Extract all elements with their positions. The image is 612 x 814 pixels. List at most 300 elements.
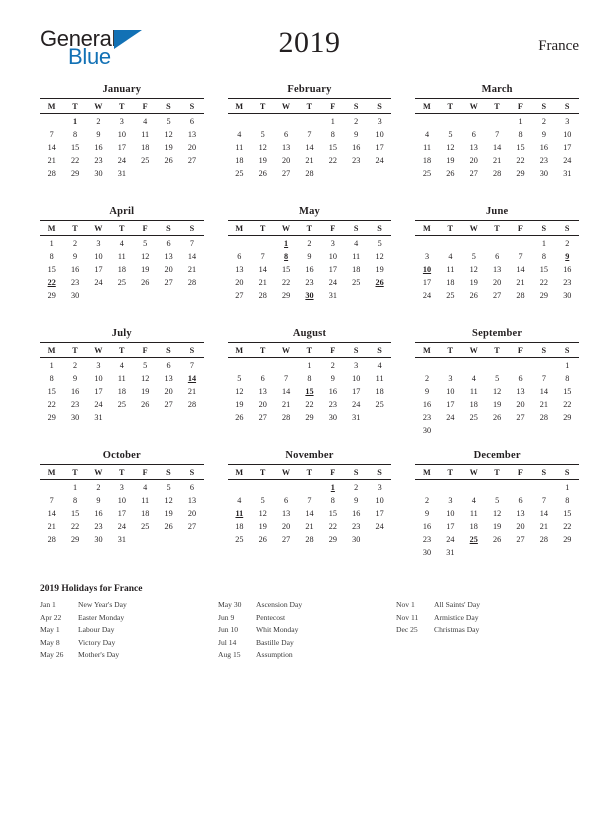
day-cell[interactable]: 4: [143, 482, 148, 492]
day-cell[interactable]: 26: [164, 155, 173, 165]
day-cell[interactable]: 2: [96, 482, 101, 492]
day-cell[interactable]: 14: [282, 386, 291, 396]
day-cell[interactable]: 19: [164, 142, 173, 152]
day-cell[interactable]: 27: [187, 155, 197, 165]
day-cell[interactable]: 12: [446, 142, 455, 152]
day-cell[interactable]: 1: [49, 360, 54, 370]
day-cell[interactable]: 13: [516, 386, 525, 396]
day-cell[interactable]: 2: [565, 238, 570, 248]
day-cell[interactable]: 3: [96, 360, 101, 370]
day-cell[interactable]: 20: [282, 521, 291, 531]
day-cell[interactable]: 24: [375, 521, 384, 531]
day-cell[interactable]: 19: [141, 386, 150, 396]
day-cell[interactable]: 6: [284, 495, 289, 505]
day-cell[interactable]: 5: [495, 495, 500, 505]
day-cell[interactable]: 21: [258, 277, 267, 287]
day-cell[interactable]: 20: [258, 399, 267, 409]
day-cell-holiday[interactable]: 30: [305, 290, 314, 300]
day-cell[interactable]: 10: [446, 386, 455, 396]
day-cell[interactable]: 13: [187, 129, 197, 139]
day-cell[interactable]: 6: [518, 373, 523, 383]
day-cell[interactable]: 6: [495, 251, 500, 261]
day-cell[interactable]: 7: [495, 129, 500, 139]
day-cell[interactable]: 29: [47, 290, 56, 300]
day-cell[interactable]: 26: [141, 399, 150, 409]
day-cell[interactable]: 14: [539, 508, 548, 518]
day-cell[interactable]: 29: [47, 412, 56, 422]
day-cell[interactable]: 31: [446, 547, 455, 557]
day-cell[interactable]: 13: [493, 264, 502, 274]
day-cell[interactable]: 25: [235, 168, 244, 178]
day-cell[interactable]: 23: [70, 399, 80, 409]
day-cell[interactable]: 17: [94, 264, 103, 274]
day-cell[interactable]: 23: [305, 277, 314, 287]
day-cell[interactable]: 2: [424, 495, 430, 505]
day-cell[interactable]: 7: [284, 373, 289, 383]
day-cell[interactable]: 26: [258, 534, 267, 544]
day-cell[interactable]: 13: [469, 142, 478, 152]
day-cell[interactable]: 21: [47, 155, 56, 165]
day-cell[interactable]: 8: [73, 495, 78, 505]
day-cell[interactable]: 11: [469, 508, 478, 518]
day-cell[interactable]: 1: [330, 116, 335, 126]
day-cell[interactable]: 2: [96, 116, 101, 126]
day-cell[interactable]: 3: [448, 495, 453, 505]
day-cell[interactable]: 25: [141, 521, 150, 531]
day-cell[interactable]: 19: [258, 155, 267, 165]
day-cell[interactable]: 2: [73, 238, 78, 248]
day-cell[interactable]: 25: [422, 168, 432, 178]
day-cell[interactable]: 22: [70, 521, 80, 531]
day-cell[interactable]: 10: [94, 373, 103, 383]
day-cell[interactable]: 21: [187, 386, 197, 396]
day-cell[interactable]: 6: [237, 251, 242, 261]
day-cell[interactable]: 28: [539, 534, 548, 544]
day-cell[interactable]: 26: [164, 521, 173, 531]
day-cell-holiday[interactable]: 25: [469, 534, 478, 544]
day-cell[interactable]: 17: [446, 399, 455, 409]
day-cell[interactable]: 26: [493, 412, 502, 422]
day-cell-holiday[interactable]: 9: [565, 251, 570, 261]
day-cell[interactable]: 9: [424, 386, 430, 396]
day-cell[interactable]: 12: [375, 251, 384, 261]
day-cell[interactable]: 10: [117, 129, 126, 139]
day-cell[interactable]: 21: [493, 155, 502, 165]
day-cell[interactable]: 11: [423, 142, 431, 152]
day-cell[interactable]: 11: [117, 251, 126, 261]
day-cell[interactable]: 22: [563, 399, 572, 409]
day-cell[interactable]: 18: [141, 508, 150, 518]
day-cell[interactable]: 5: [471, 251, 476, 261]
day-cell[interactable]: 28: [516, 290, 525, 300]
day-cell[interactable]: 31: [563, 168, 572, 178]
day-cell-holiday[interactable]: 11: [235, 508, 244, 518]
day-cell[interactable]: 6: [189, 482, 194, 492]
day-cell[interactable]: 25: [117, 277, 126, 287]
day-cell[interactable]: 21: [539, 399, 548, 409]
day-cell[interactable]: 17: [352, 386, 361, 396]
day-cell[interactable]: 5: [143, 238, 148, 248]
day-cell[interactable]: 17: [563, 142, 572, 152]
day-cell[interactable]: 24: [422, 290, 432, 300]
day-cell[interactable]: 29: [282, 290, 291, 300]
day-cell[interactable]: 20: [469, 155, 478, 165]
day-cell[interactable]: 3: [119, 116, 124, 126]
day-cell[interactable]: 1: [565, 360, 570, 370]
day-cell[interactable]: 27: [282, 168, 291, 178]
day-cell-holiday[interactable]: 10: [422, 264, 432, 274]
day-cell[interactable]: 23: [352, 521, 361, 531]
day-cell[interactable]: 29: [563, 412, 572, 422]
day-cell[interactable]: 3: [424, 251, 430, 261]
day-cell[interactable]: 28: [539, 412, 548, 422]
day-cell[interactable]: 1: [518, 116, 523, 126]
day-cell[interactable]: 27: [235, 290, 244, 300]
day-cell[interactable]: 18: [469, 521, 478, 531]
day-cell[interactable]: 10: [117, 495, 126, 505]
day-cell[interactable]: 23: [94, 521, 103, 531]
day-cell-holiday[interactable]: 8: [284, 251, 289, 261]
day-cell[interactable]: 19: [375, 264, 384, 274]
day-cell[interactable]: 1: [541, 238, 546, 248]
day-cell[interactable]: 27: [516, 534, 525, 544]
day-cell[interactable]: 28: [47, 534, 56, 544]
day-cell[interactable]: 10: [446, 508, 455, 518]
day-cell[interactable]: 16: [422, 399, 432, 409]
day-cell[interactable]: 26: [469, 290, 478, 300]
day-cell[interactable]: 12: [164, 129, 173, 139]
day-cell[interactable]: 11: [446, 264, 455, 274]
day-cell[interactable]: 9: [354, 495, 359, 505]
day-cell[interactable]: 23: [94, 155, 103, 165]
day-cell[interactable]: 21: [516, 277, 525, 287]
day-cell[interactable]: 30: [539, 168, 548, 178]
day-cell[interactable]: 7: [49, 495, 54, 505]
day-cell[interactable]: 30: [94, 168, 103, 178]
day-cell[interactable]: 28: [187, 399, 197, 409]
day-cell[interactable]: 27: [516, 412, 525, 422]
day-cell[interactable]: 20: [164, 386, 173, 396]
day-cell[interactable]: 12: [164, 495, 173, 505]
day-cell[interactable]: 25: [469, 412, 478, 422]
day-cell[interactable]: 3: [377, 482, 382, 492]
day-cell[interactable]: 20: [493, 277, 502, 287]
day-cell[interactable]: 25: [446, 290, 455, 300]
day-cell[interactable]: 30: [94, 534, 103, 544]
day-cell[interactable]: 12: [493, 386, 502, 396]
day-cell[interactable]: 21: [47, 521, 56, 531]
day-cell[interactable]: 16: [539, 142, 548, 152]
day-cell[interactable]: 24: [563, 155, 572, 165]
day-cell[interactable]: 1: [565, 482, 570, 492]
day-cell[interactable]: 15: [70, 508, 80, 518]
day-cell[interactable]: 15: [563, 386, 572, 396]
day-cell[interactable]: 14: [187, 251, 197, 261]
day-cell[interactable]: 9: [96, 495, 101, 505]
day-cell[interactable]: 24: [328, 277, 337, 287]
day-cell[interactable]: 11: [141, 129, 150, 139]
day-cell[interactable]: 23: [563, 277, 572, 287]
day-cell[interactable]: 23: [352, 155, 361, 165]
day-cell[interactable]: 8: [541, 251, 546, 261]
day-cell[interactable]: 19: [493, 521, 502, 531]
day-cell[interactable]: 24: [352, 399, 361, 409]
day-cell[interactable]: 23: [539, 155, 548, 165]
day-cell[interactable]: 23: [70, 277, 80, 287]
day-cell[interactable]: 25: [117, 399, 126, 409]
day-cell[interactable]: 4: [354, 238, 359, 248]
day-cell[interactable]: 22: [328, 155, 337, 165]
day-cell[interactable]: 20: [235, 277, 244, 287]
day-cell[interactable]: 8: [518, 129, 523, 139]
day-cell[interactable]: 15: [539, 264, 548, 274]
day-cell[interactable]: 28: [305, 168, 314, 178]
day-cell[interactable]: 2: [354, 116, 359, 126]
day-cell[interactable]: 30: [352, 534, 361, 544]
day-cell[interactable]: 14: [47, 142, 56, 152]
day-cell[interactable]: 5: [260, 129, 265, 139]
day-cell[interactable]: 31: [117, 534, 126, 544]
day-cell[interactable]: 27: [187, 521, 197, 531]
day-cell[interactable]: 24: [446, 412, 455, 422]
day-cell[interactable]: 2: [541, 116, 546, 126]
day-cell[interactable]: 22: [305, 399, 314, 409]
day-cell[interactable]: 13: [164, 373, 173, 383]
day-cell[interactable]: 15: [47, 264, 56, 274]
day-cell[interactable]: 30: [563, 290, 572, 300]
day-cell[interactable]: 18: [446, 277, 455, 287]
day-cell[interactable]: 16: [70, 264, 80, 274]
day-cell[interactable]: 26: [493, 534, 502, 544]
day-cell[interactable]: 7: [307, 129, 312, 139]
day-cell[interactable]: 4: [471, 373, 476, 383]
day-cell[interactable]: 9: [541, 129, 546, 139]
day-cell[interactable]: 15: [47, 386, 56, 396]
day-cell[interactable]: 14: [539, 386, 548, 396]
day-cell[interactable]: 8: [73, 129, 78, 139]
day-cell[interactable]: 2: [424, 373, 430, 383]
day-cell[interactable]: 2: [73, 360, 78, 370]
day-cell[interactable]: 19: [469, 277, 478, 287]
day-cell[interactable]: 22: [516, 155, 525, 165]
day-cell[interactable]: 8: [330, 129, 335, 139]
day-cell[interactable]: 4: [237, 129, 242, 139]
day-cell[interactable]: 19: [235, 399, 244, 409]
day-cell[interactable]: 4: [471, 495, 476, 505]
day-cell[interactable]: 7: [518, 251, 523, 261]
day-cell[interactable]: 10: [328, 251, 337, 261]
day-cell[interactable]: 19: [141, 264, 150, 274]
day-cell[interactable]: 20: [516, 399, 525, 409]
day-cell[interactable]: 23: [422, 534, 432, 544]
day-cell[interactable]: 10: [375, 495, 384, 505]
day-cell[interactable]: 2: [354, 482, 359, 492]
day-cell[interactable]: 7: [541, 373, 546, 383]
day-cell[interactable]: 22: [70, 155, 80, 165]
day-cell[interactable]: 3: [330, 238, 335, 248]
day-cell[interactable]: 13: [187, 495, 197, 505]
day-cell[interactable]: 16: [352, 142, 361, 152]
day-cell[interactable]: 1: [73, 482, 78, 492]
day-cell[interactable]: 21: [305, 155, 314, 165]
day-cell[interactable]: 8: [307, 373, 312, 383]
day-cell[interactable]: 4: [119, 238, 124, 248]
day-cell[interactable]: 7: [189, 360, 194, 370]
day-cell[interactable]: 27: [282, 534, 291, 544]
day-cell[interactable]: 5: [495, 373, 500, 383]
day-cell[interactable]: 16: [70, 386, 80, 396]
day-cell[interactable]: 16: [563, 264, 572, 274]
day-cell[interactable]: 7: [307, 495, 312, 505]
day-cell[interactable]: 18: [117, 264, 126, 274]
day-cell[interactable]: 25: [375, 399, 384, 409]
day-cell[interactable]: 29: [70, 534, 80, 544]
day-cell[interactable]: 28: [258, 290, 267, 300]
day-cell[interactable]: 11: [141, 495, 150, 505]
day-cell[interactable]: 11: [375, 373, 384, 383]
day-cell[interactable]: 28: [305, 534, 314, 544]
day-cell[interactable]: 4: [424, 129, 430, 139]
day-cell[interactable]: 27: [258, 412, 267, 422]
day-cell[interactable]: 6: [189, 116, 194, 126]
day-cell[interactable]: 6: [284, 129, 289, 139]
day-cell[interactable]: 28: [187, 277, 197, 287]
day-cell[interactable]: 2: [307, 238, 312, 248]
day-cell-holiday[interactable]: 1: [330, 482, 335, 492]
day-cell[interactable]: 24: [375, 155, 384, 165]
day-cell[interactable]: 8: [565, 495, 570, 505]
day-cell[interactable]: 9: [330, 373, 335, 383]
day-cell[interactable]: 16: [422, 521, 432, 531]
day-cell[interactable]: 11: [117, 373, 126, 383]
day-cell[interactable]: 5: [448, 129, 453, 139]
day-cell[interactable]: 31: [352, 412, 361, 422]
day-cell[interactable]: 30: [422, 425, 432, 435]
day-cell[interactable]: 8: [49, 251, 54, 261]
day-cell[interactable]: 22: [539, 277, 548, 287]
day-cell[interactable]: 20: [516, 521, 525, 531]
day-cell[interactable]: 27: [164, 399, 173, 409]
day-cell[interactable]: 11: [352, 251, 361, 261]
day-cell[interactable]: 19: [164, 508, 173, 518]
day-cell[interactable]: 28: [282, 412, 291, 422]
day-cell[interactable]: 5: [237, 373, 242, 383]
day-cell[interactable]: 29: [70, 168, 80, 178]
day-cell[interactable]: 17: [117, 508, 126, 518]
day-cell[interactable]: 9: [96, 129, 101, 139]
day-cell[interactable]: 27: [493, 290, 502, 300]
day-cell[interactable]: 4: [119, 360, 124, 370]
day-cell[interactable]: 2: [330, 360, 335, 370]
day-cell[interactable]: 18: [117, 386, 126, 396]
day-cell[interactable]: 21: [282, 399, 291, 409]
day-cell[interactable]: 11: [235, 142, 244, 152]
day-cell[interactable]: 22: [328, 521, 337, 531]
day-cell[interactable]: 3: [377, 116, 382, 126]
day-cell[interactable]: 13: [235, 264, 244, 274]
day-cell[interactable]: 5: [166, 116, 171, 126]
day-cell[interactable]: 8: [49, 373, 54, 383]
day-cell[interactable]: 24: [446, 534, 455, 544]
day-cell[interactable]: 5: [143, 360, 148, 370]
day-cell[interactable]: 20: [164, 264, 173, 274]
day-cell[interactable]: 21: [187, 264, 197, 274]
day-cell[interactable]: 9: [424, 508, 430, 518]
day-cell[interactable]: 4: [448, 251, 453, 261]
day-cell[interactable]: 22: [563, 521, 572, 531]
day-cell[interactable]: 15: [282, 264, 291, 274]
day-cell[interactable]: 13: [164, 251, 173, 261]
day-cell[interactable]: 4: [143, 116, 148, 126]
day-cell[interactable]: 16: [94, 508, 103, 518]
day-cell[interactable]: 7: [49, 129, 54, 139]
day-cell[interactable]: 18: [141, 142, 150, 152]
day-cell[interactable]: 13: [516, 508, 525, 518]
day-cell[interactable]: 20: [282, 155, 291, 165]
day-cell[interactable]: 22: [282, 277, 291, 287]
day-cell[interactable]: 17: [446, 521, 455, 531]
day-cell[interactable]: 13: [282, 142, 291, 152]
day-cell[interactable]: 17: [375, 142, 384, 152]
day-cell[interactable]: 27: [469, 168, 478, 178]
day-cell[interactable]: 6: [166, 238, 171, 248]
day-cell[interactable]: 8: [565, 373, 570, 383]
day-cell[interactable]: 15: [563, 508, 572, 518]
day-cell[interactable]: 24: [117, 521, 126, 531]
day-cell[interactable]: 26: [235, 412, 244, 422]
day-cell[interactable]: 10: [94, 251, 103, 261]
day-cell[interactable]: 23: [422, 412, 432, 422]
day-cell[interactable]: 10: [375, 129, 384, 139]
day-cell[interactable]: 12: [493, 508, 502, 518]
day-cell[interactable]: 18: [375, 386, 384, 396]
day-cell[interactable]: 31: [117, 168, 126, 178]
day-cell[interactable]: 4: [377, 360, 382, 370]
day-cell[interactable]: 6: [166, 360, 171, 370]
day-cell[interactable]: 24: [94, 399, 103, 409]
day-cell[interactable]: 29: [328, 534, 337, 544]
day-cell[interactable]: 9: [307, 251, 312, 261]
day-cell-holiday[interactable]: 1: [284, 238, 289, 248]
day-cell[interactable]: 4: [237, 495, 242, 505]
day-cell[interactable]: 6: [518, 495, 523, 505]
day-cell[interactable]: 7: [189, 238, 194, 248]
day-cell[interactable]: 17: [117, 142, 126, 152]
day-cell[interactable]: 29: [516, 168, 525, 178]
day-cell[interactable]: 7: [541, 495, 546, 505]
day-cell[interactable]: 19: [258, 521, 267, 531]
day-cell[interactable]: 17: [328, 264, 337, 274]
day-cell[interactable]: 14: [258, 264, 267, 274]
day-cell[interactable]: 21: [305, 521, 314, 531]
day-cell[interactable]: 6: [471, 129, 476, 139]
day-cell[interactable]: 19: [493, 399, 502, 409]
day-cell[interactable]: 17: [375, 508, 384, 518]
day-cell[interactable]: 18: [469, 399, 478, 409]
day-cell[interactable]: 22: [47, 399, 56, 409]
day-cell[interactable]: 14: [305, 508, 314, 518]
day-cell[interactable]: 16: [352, 508, 361, 518]
day-cell[interactable]: 3: [96, 238, 101, 248]
day-cell[interactable]: 14: [47, 508, 56, 518]
day-cell[interactable]: 17: [422, 277, 432, 287]
day-cell[interactable]: 16: [94, 142, 103, 152]
day-cell[interactable]: 8: [330, 495, 335, 505]
day-cell[interactable]: 12: [469, 264, 478, 274]
day-cell-holiday[interactable]: 22: [47, 277, 56, 287]
day-cell[interactable]: 5: [260, 495, 265, 505]
day-cell[interactable]: 15: [328, 142, 337, 152]
